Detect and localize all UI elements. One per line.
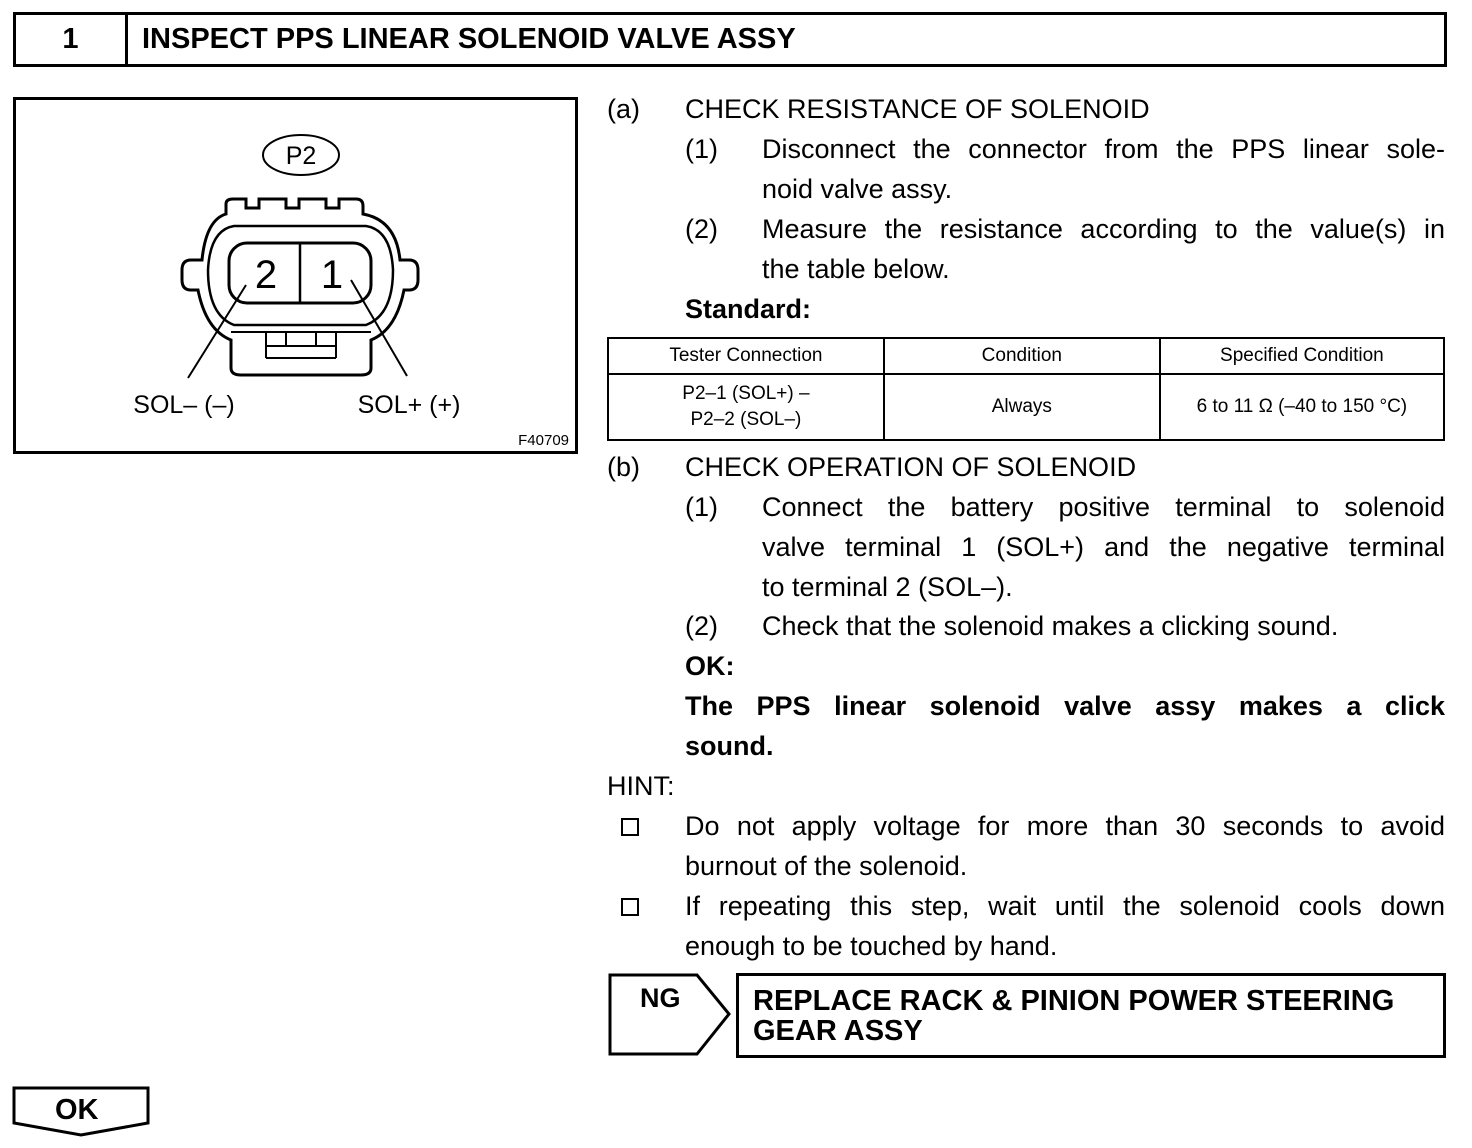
ng-action-text: [753, 986, 1394, 1046]
table-cell-specified: 6 to 11 Ω (–40 to 150 °C): [1160, 374, 1444, 440]
table-header: Condition: [884, 338, 1160, 374]
table-header: Specified Condition: [1160, 338, 1444, 374]
pin-2-label: 2: [254, 253, 278, 297]
ng-action-box: [736, 973, 1446, 1058]
ok-label: OK: [55, 1094, 99, 1126]
hint-2-line2: enough to be touched by hand.: [685, 931, 1058, 961]
section-b-heading: CHECK OPERATION OF SOLENOID: [685, 452, 1137, 482]
spec-table: [607, 337, 1445, 441]
step-a1-number: (1): [685, 134, 718, 164]
connector-label: P2: [285, 142, 317, 170]
step-a2-line1: Measure the resistance according to the value(s) in: [762, 214, 1445, 244]
step-number: 1: [16, 15, 128, 64]
standard-label: Standard:: [685, 294, 812, 324]
hint-bullet-box: [621, 898, 639, 916]
ok-criteria-label: OK:: [685, 651, 735, 681]
table-header-row: [608, 338, 1444, 374]
connector-figure: [13, 97, 578, 454]
table-cell-connection: [608, 374, 884, 440]
ng-action-line: REPLACE RACK & PINION POWER STEERING: [753, 985, 1395, 1017]
pin-1-label: 1: [320, 253, 344, 297]
step-a1-line1: Disconnect the connector from the PPS linear sole-: [762, 134, 1445, 164]
hint-1-line2: burnout of the solenoid.: [685, 851, 968, 881]
connector-diagram: [16, 100, 575, 451]
connection-line: P2–1 (SOL+) –: [682, 383, 810, 404]
step-header: [13, 12, 1447, 67]
table-row: [608, 374, 1444, 440]
ng-action-line: GEAR ASSY: [753, 1015, 923, 1047]
step-b1-number: (1): [685, 492, 718, 522]
step-title: INSPECT PPS LINEAR SOLENOID VALVE ASSY: [142, 23, 796, 55]
sol-minus-label: SOL– (–): [133, 391, 235, 419]
section-a-marker: (a): [607, 94, 640, 124]
step-a1-line2: noid valve assy.: [762, 174, 953, 204]
step-b2-number: (2): [685, 611, 718, 641]
sol-plus-label: SOL+ (+): [357, 391, 461, 419]
table-cell-condition: Always: [884, 374, 1160, 440]
step-b1-line1: Connect the battery positive terminal to solenoid: [762, 492, 1445, 522]
step-a2-number: (2): [685, 214, 718, 244]
hint-1-line1: Do not apply voltage for more than 30 seconds to avoid: [685, 811, 1445, 841]
hint-bullet-box: [621, 818, 639, 836]
step-b2-line1: Check that the solenoid makes a clicking sound.: [762, 611, 1339, 641]
step-b1-line2: valve terminal 1 (SOL+) and the negative terminal: [762, 532, 1445, 562]
ok-criteria-line2: sound.: [685, 731, 774, 761]
figure-id: F40709: [518, 432, 569, 449]
table-header: Tester Connection: [608, 338, 884, 374]
step-a2-line2: the table below.: [762, 254, 950, 284]
section-b-marker: (b): [607, 452, 640, 482]
connection-line: P2–2 (SOL–): [690, 409, 802, 430]
section-a-heading: CHECK RESISTANCE OF SOLENOID: [685, 94, 1150, 124]
ng-label: NG: [640, 983, 681, 1013]
ok-criteria-line1: The PPS linear solenoid valve assy makes a click: [685, 691, 1445, 721]
hint-label: HINT:: [607, 771, 675, 801]
hint-2-line1: If repeating this step, wait until the solenoid cools down: [685, 891, 1445, 921]
step-b1-line3: to terminal 2 (SOL–).: [762, 572, 1013, 602]
